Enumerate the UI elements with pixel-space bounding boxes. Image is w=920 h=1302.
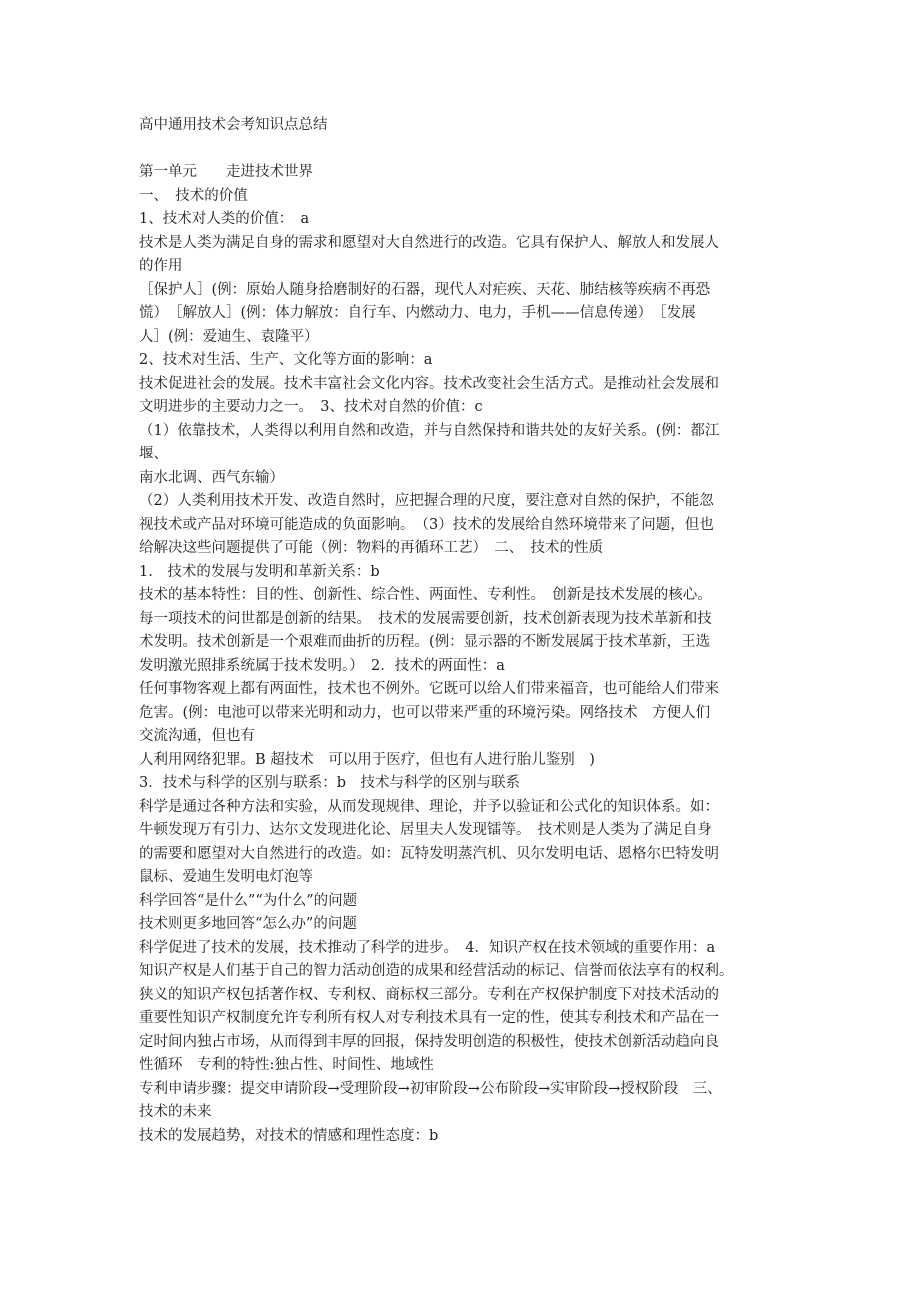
text-line: 技术则更多地回答“怎么办”的问题 [139,916,357,932]
text-line: 交流沟通，但也有 [139,728,255,744]
text-line: 视技术或产品对环境可能造成的负面影响。 （3）技术的发展给自然环境带来了问题，但也 [139,516,714,533]
text-line: 技术促进社会的发展。技术丰富社会文化内容。技术改变社会生活方式。是推动社会发展和 [139,375,719,392]
document-body [139,114,799,1148]
text-line: 科学回答“是什么”“为什么”的问题 [139,892,358,909]
text-line: （2）人类利用技术开发、改造自然时，应把握合理的尺度，要注意对自然的保护，不能忽 [139,493,714,509]
text-line: 人利用网络犯罪。B 超技术 可以用于医疗，但也有人进行胎儿鉴别 ) [139,751,595,768]
text-line: 文明进步的主要动力之一。 3、技术对自然的价值：c [139,399,483,415]
text-line: 1. 技术的发展与发明和革新关系：b [139,563,380,580]
text-line: 南水北调、西气东输） [139,469,284,486]
text-line: 鼠标、爱迪生发明电灯泡等 [139,869,313,885]
text-line: 术发明。技术创新是一个艰难而曲折的历程。(例：显示器的不断发展属于技术革新，王选 [139,634,711,650]
text-line: 牛顿发现万有引力、达尔文发现进化论、居里夫人发现镭等。 技术则是人类为了满足自身 [139,822,712,838]
text-line: 堰、 [139,446,168,462]
text-line: 第一单元 走进技术世界 [139,164,313,180]
text-line: 1、技术对人类的价值： a [139,211,310,227]
text-line: 的作用 [139,258,183,274]
text-line: 科学是通过各种方法和实验，从而发现规律、理论，并予以验证和公式化的知识体系。如： [139,798,719,815]
text-line: 科学促进了技术的发展，技术推动了科学的进步。 4．知识产权在技术领域的重要作用：a [139,939,716,956]
text-line: 给解决这些问题提供了可能（例：物料的再循环工艺） 二、 技术的性质 [139,540,603,556]
text-line: 2、技术对生活、生产、文化等方面的影响：a [139,352,433,368]
text-line: 重要性知识产权制度允许专利所有权人对专利技术具有一定的性，使其专利技术和产品在一 [139,1010,719,1026]
text-lines [139,161,799,1148]
text-line: 技术的发展趋势，对技术的情感和理性态度：b [139,1127,439,1144]
document-title: 高中通用技术会考知识点总结 [139,117,328,133]
text-line: 发明激光照排系统属于技术发明。） 2．技术的两面性：a [139,657,505,674]
text-line: 危害。(例：电池可以带来光明和动力，也可以带来严重的环境污染。网络技术 方便人们 [139,704,711,721]
text-line: 知识产权是人们基于自己的智力活动创造的成果和经营活动的标记、信誉而依法享有的权利。 [139,963,734,979]
text-line: 技术是人类为满足自身的需求和愿望对大自然进行的改造。它具有保护人、解放人和发展人 [139,234,719,251]
text-line: 技术的基本特性：目的性、创新性、综合性、两面性、专利性。 创新是技术发展的核心。 [139,587,712,603]
text-line: ［保护人］(例：原始人随身拾磨制好的石器，现代人对疟疾、天花、肺结核等疾病不再恐 [139,281,711,298]
text-line: 技术的未来 [139,1104,212,1120]
text-line: 的需要和愿望对大自然进行的改造。如：瓦特发明蒸汽机、贝尔发明电话、恩格尔巴特发明 [139,845,719,862]
text-line: 人］(例：爱迪生、袁隆平） [139,328,319,345]
text-line: 慌） ［解放人］(例：体力解放：自行车、内燃动力、电力，手机——信息传递） ［发展 [139,305,696,321]
text-line: 一、 技术的价值 [139,187,248,204]
text-line: 定时间内独占市场，从而得到丰厚的回报，保持发明创造的积极性，使技术创新活动趋向良 [139,1033,719,1050]
text-line: 3．技术与科学的区别与联系：b 技术与科学的区别与联系 [139,775,521,791]
text-line: 狭义的知识产权包括著作权、专利权、商标权三部分。专利在产权保护制度下对技术活动的 [139,986,719,1003]
text-line: 性循环 专利的特性:独占性、时间性、地域性 [139,1057,434,1073]
blank-line [139,138,799,162]
text-line: 专利申请步骤：提交申请阶段→受理阶段→初审阶段→公布阶段→实审阶段→授权阶段 三、 [139,1080,722,1097]
text-line: （1）依靠技术，人类得以利用自然和改造，并与自然保持和谐共处的友好关系。(例：都江 [139,422,720,439]
text-line: 任何事物客观上都有两面性，技术也不例外。它既可以给人们带来福音，也可能给人们带来 [139,681,719,697]
text-line: 每一项技术的问世都是创新的结果。 技术的发展需要创新，技术创新表现为技术革新和技 [139,610,712,627]
